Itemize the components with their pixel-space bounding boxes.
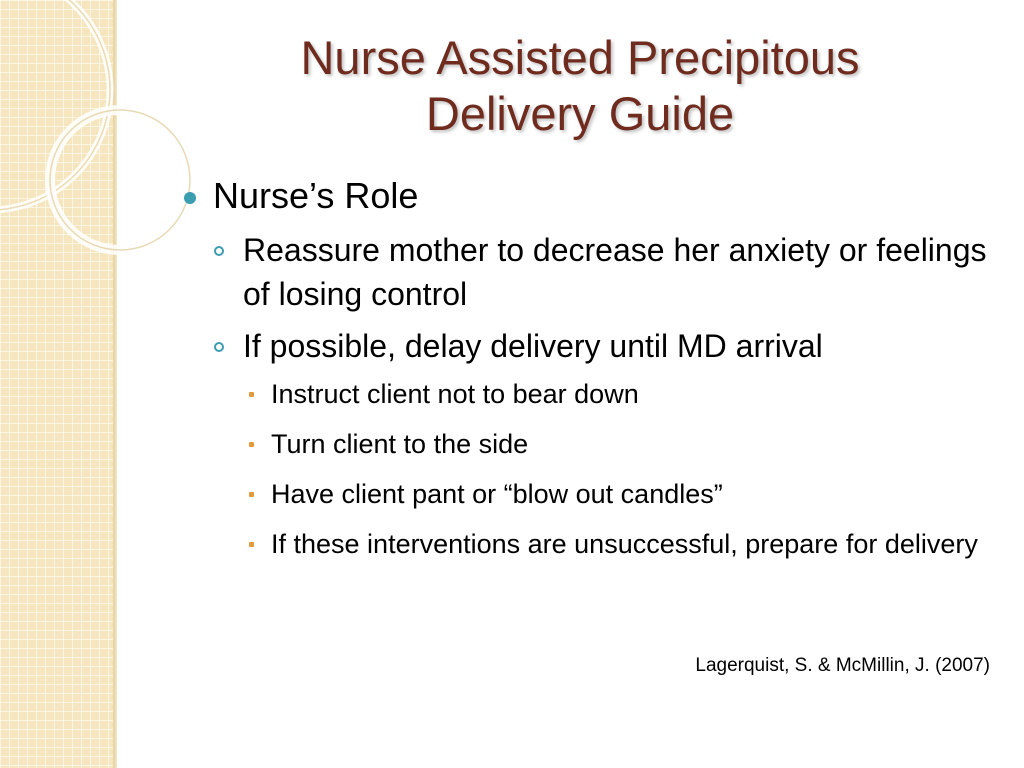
bullet-ring-icon	[214, 342, 224, 352]
bullet-square-icon	[249, 492, 254, 497]
bullet-level3-bear-down	[271, 374, 1000, 414]
bullet-level2-text: If possible, delay delivery until MD arrival	[243, 328, 823, 364]
bullet-dot-icon	[184, 192, 196, 204]
bullet-level2-delay	[243, 324, 1000, 368]
slide-title-line-1: Nurse Assisted Precipitous	[300, 31, 860, 84]
side-decor-panel	[0, 0, 113, 768]
bullet-square-icon	[249, 542, 254, 547]
bullet-level3-text: Instruct client not to bear down	[271, 379, 639, 409]
bullet-level2-reassure	[243, 228, 1000, 316]
bullet-level3-text: Have client pant or “blow out candles”	[271, 479, 723, 509]
citation: Lagerquist, S. & McMillin, J. (2007)	[695, 655, 990, 676]
bullet-level1-nurses-role	[180, 172, 1000, 220]
side-panel-edge	[113, 0, 117, 768]
bullet-square-icon	[249, 442, 254, 447]
slide-body	[180, 172, 1000, 564]
bullet-square-icon	[249, 392, 254, 397]
slide-title-line-2: Delivery Guide	[425, 87, 735, 140]
bullet-level3-prepare	[271, 524, 1000, 564]
bullet-ring-icon	[214, 246, 224, 256]
bullet-level2-text: Reassure mother to decrease her anxiety or feelings of losing control	[243, 232, 987, 312]
bullet-level3-text: Turn client to the side	[271, 429, 529, 459]
bullet-level3-text: If these interventions are unsuccessful, prepare for delivery	[271, 529, 978, 559]
bullet-level3-turn-side	[271, 424, 1000, 464]
bullet-level1-text: Nurse’s Role	[213, 175, 419, 216]
slide-title	[175, 30, 985, 142]
bullet-level3-pant	[271, 474, 1000, 514]
